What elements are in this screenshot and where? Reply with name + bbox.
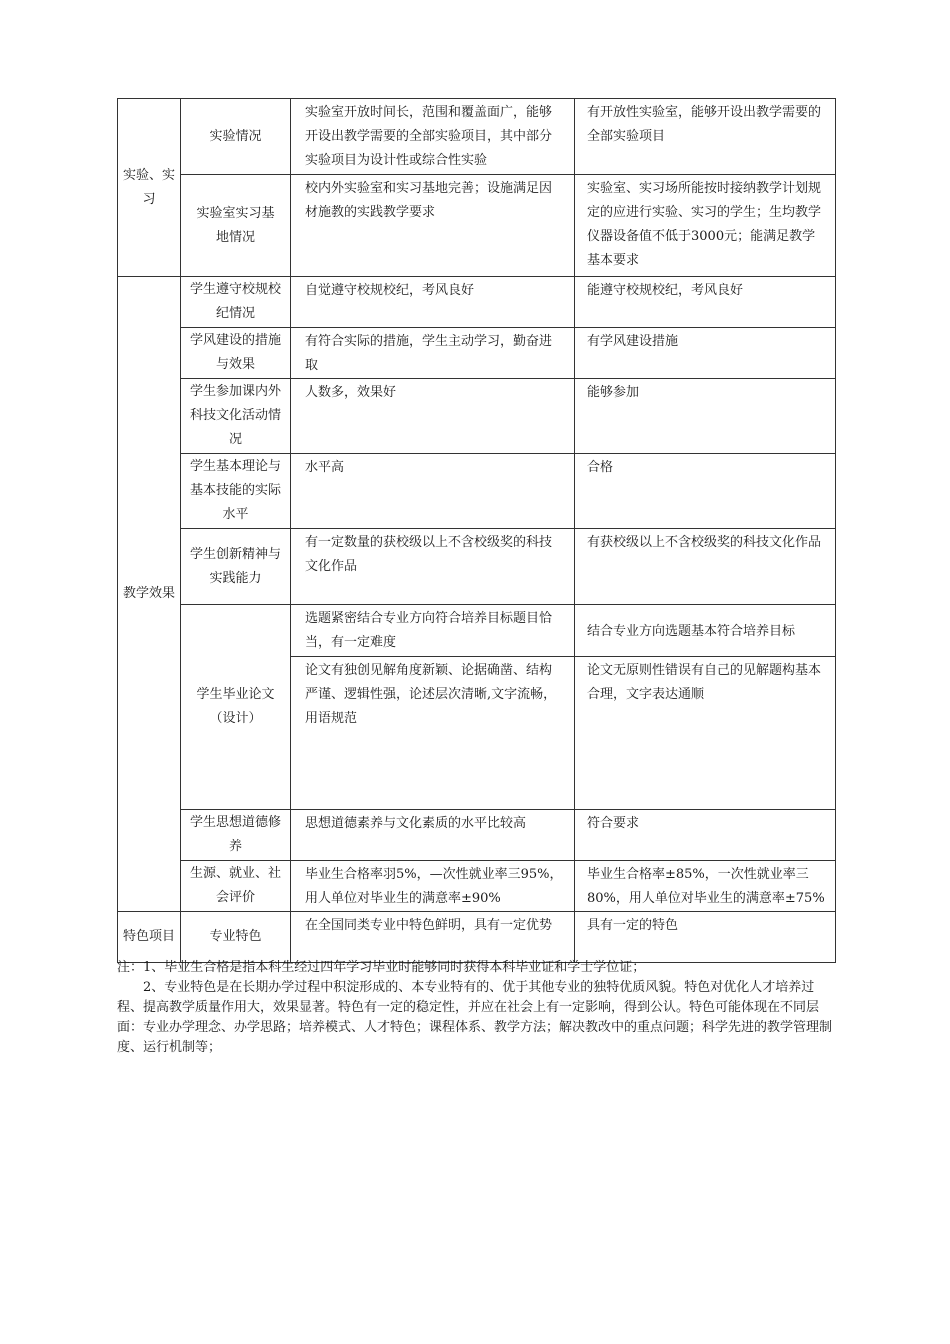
table-row — [118, 605, 836, 657]
table-row — [118, 379, 836, 454]
criterion-a-cell: 论文有独创见解角度新颖、论据确凿、结构严谨、逻辑性强，论述层次清晰,文字流畅，用语规范 — [291, 657, 575, 810]
item-cell: 学生思想道德修养 — [181, 810, 291, 861]
criterion-a-cell: 自觉遵守校规校纪，考风良好 — [291, 277, 575, 328]
criterion-c-cell: 具有一定的特色 — [575, 912, 836, 963]
criterion-a-cell: 选题紧密结合专业方向符合培养目标题目恰当，有一定难度 — [291, 605, 575, 657]
table-row — [118, 328, 836, 379]
table-row — [118, 454, 836, 529]
criterion-c-cell: 有获校级以上不含校级奖的科技文化作品 — [575, 529, 836, 605]
item-cell: 学风建设的措施与效果 — [181, 328, 291, 379]
table-row — [118, 912, 836, 963]
criterion-c-cell: 有学风建设措施 — [575, 328, 836, 379]
table-row — [118, 861, 836, 912]
criterion-c-cell: 能遵守校规校纪，考风良好 — [575, 277, 836, 328]
table-row — [118, 529, 836, 605]
item-cell: 生源、就业、社会评价 — [181, 861, 291, 912]
criterion-c-cell: 结合专业方向选题基本符合培养目标 — [575, 605, 836, 657]
item-cell: 学生参加课内外科技文化活动情况 — [181, 379, 291, 454]
item-cell: 实验室实习基地情况 — [181, 175, 291, 277]
criterion-c-cell: 毕业生合格率±85%，一次性就业率三80%，用人单位对毕业生的满意率±75% — [575, 861, 836, 912]
criterion-c-cell: 符合要求 — [575, 810, 836, 861]
category-cell: 实验、实习 — [118, 99, 181, 277]
criterion-a-cell: 水平高 — [291, 454, 575, 529]
criterion-a-cell: 有符合实际的措施，学生主动学习，勤奋进取 — [291, 328, 575, 379]
criterion-c-cell: 实验室、实习场所能按时接纳教学计划规定的应进行实验、实习的学生；生均教学仪器设备值不低于3000元；能满足教学基本要求 — [575, 175, 836, 277]
item-cell: 学生基本理论与基本技能的实际水平 — [181, 454, 291, 529]
criterion-c-cell: 论文无原则性错误有自己的见解题构基本合理，文字表达通顺 — [575, 657, 836, 810]
evaluation-table — [117, 98, 836, 963]
footnotes — [117, 958, 837, 1058]
item-cell: 学生遵守校规校纪情况 — [181, 277, 291, 328]
criterion-c-cell: 能够参加 — [575, 379, 836, 454]
table-row — [118, 99, 836, 175]
item-cell: 实验情况 — [181, 99, 291, 175]
table-row — [118, 277, 836, 328]
table-row — [118, 810, 836, 861]
criterion-a-cell: 在全国同类专业中特色鲜明，具有一定优势 — [291, 912, 575, 963]
footnote-2: 2、专业特色是在长期办学过程中积淀形成的、本专业特有的、优于其他专业的独特优质风貌。特色对优化人才培养过程、提高教学质量作用大，效果显著。特色有一定的稳定性，并应在社会上有一定影响，得到公认。特色可能体现在不同层面：专业办学理念、办学思路；培养模式、人才特色；课程体系、教学方法；解决教改中的重点问题；科学先进的教学管理制度、运行机制等； — [117, 980, 833, 1055]
criterion-c-cell: 合格 — [575, 454, 836, 529]
criterion-a-cell: 实验室开放时间长，范围和覆盖面广，能够开设出教学需要的全部实验项目，其中部分实验项目为设计性或综合性实验 — [291, 99, 575, 175]
item-cell: 学生毕业论文（设计） — [181, 605, 291, 810]
criterion-a-cell: 有一定数量的获校级以上不含校级奖的科技文化作品 — [291, 529, 575, 605]
criterion-a-cell: 人数多，效果好 — [291, 379, 575, 454]
item-cell: 学生创新精神与实践能力 — [181, 529, 291, 605]
category-cell: 特色项目 — [118, 912, 181, 963]
criterion-c-cell: 有开放性实验室，能够开设出教学需要的全部实验项目 — [575, 99, 836, 175]
category-cell: 教学效果 — [118, 277, 181, 912]
criterion-a-cell: 思想道德素养与文化素质的水平比较高 — [291, 810, 575, 861]
criterion-a-cell: 毕业生合格率羽5%，—次性就业率三95%，用人单位对毕业生的满意率±90% — [291, 861, 575, 912]
item-cell: 专业特色 — [181, 912, 291, 963]
table-row — [118, 175, 836, 277]
criterion-a-cell: 校内外实验室和实习基地完善；设施满足因材施教的实践教学要求 — [291, 175, 575, 277]
footnote-1: 注：1、毕业生合格是指本科生经过四年学习毕业时能够同时获得本科毕业证和学士学位证； — [117, 960, 646, 975]
